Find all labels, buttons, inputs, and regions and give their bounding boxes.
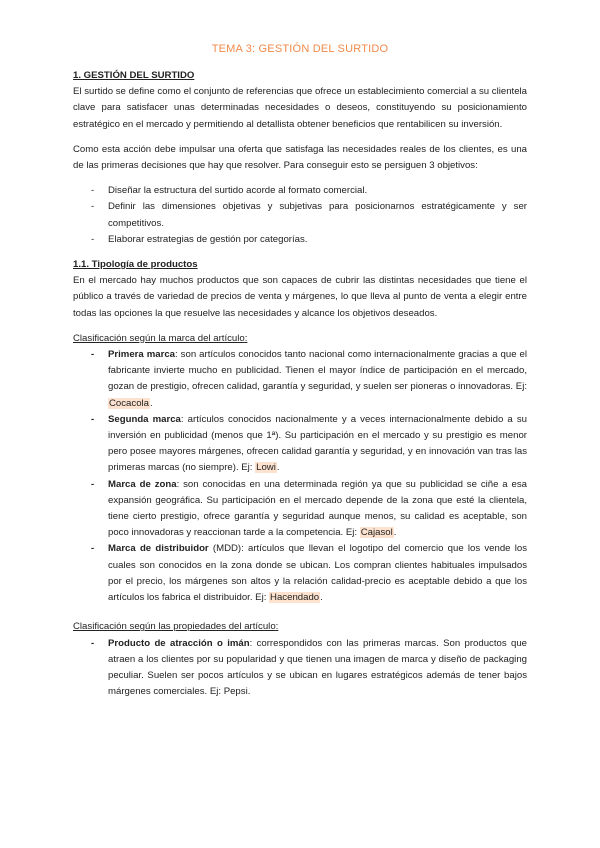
highlighted-example: Lowi bbox=[256, 462, 276, 474]
dash-bullet: - bbox=[91, 637, 95, 649]
dash-bullet: - bbox=[91, 478, 95, 490]
brand-classification-list bbox=[73, 347, 527, 606]
paragraph: El surtido se define como el conjunto de referencias que ofrece un establecimiento comercial a su clientela clave para satisfacer unas determinadas necesidades o deseos, constituyendo su posicionamiento estratégico en el mercado y permitiendo al detallista obtener beneficios que rentabilicen su inversión. bbox=[73, 86, 527, 130]
dash-bullet: - bbox=[91, 543, 95, 555]
list-item: - Definir las dimensiones objetivas y subjetivas para posicionarnos estratégicamente y ser competitivos. bbox=[91, 201, 527, 229]
properties-classification-list bbox=[73, 636, 527, 701]
term: Segunda marca bbox=[108, 413, 181, 425]
list-item: - Primera marca: son artículos conocidos tanto nacional como internacionalmente gracias a que el fabricante invierte mucho en publicidad. Tienen el mayor índice de participación en el mercado, gozan de prestigio, ofrecen calidad, garantía y seguridad, y suelen ser pioneras o innovadoras. Ej: Cocacola. bbox=[91, 349, 528, 409]
document-body bbox=[73, 68, 527, 709]
paragraph: Como esta acción debe impulsar una oferta que satisfaga las necesidades reales de los clientes, es una de las primeras decisiones que hay que resolver. Para conseguir esto se persiguen 3 objetivos: bbox=[73, 143, 527, 172]
dash-bullet: - bbox=[91, 349, 95, 361]
list-item: - Marca de zona: son conocidas en una determinada región ya que su publicidad se ciñe a esa expansión geográfica. Su participación en el mercado depende de la zona que esté la clientela, tiene cierto prestigio, ofrece garantía y seguridad aunque menos, su calidad es aceptable, son poco innovadoras y reaccionan tarde a la competencia. Ej: Cajasol. bbox=[91, 478, 527, 539]
section-heading: 1. GESTIÓN DEL SURTIDO bbox=[73, 70, 195, 81]
objectives-list bbox=[73, 183, 527, 248]
dash-bullet: - bbox=[91, 201, 95, 213]
highlighted-example: Hacendado bbox=[270, 592, 320, 604]
classification-heading: Clasificación según las propiedades del artículo: bbox=[73, 621, 279, 633]
dash-bullet: - bbox=[91, 233, 95, 245]
document-title: TEMA 3: GESTIÓN DEL SURTIDO bbox=[211, 43, 389, 55]
term: Marca de zona bbox=[108, 478, 177, 490]
highlighted-example: Cajasol bbox=[360, 527, 393, 539]
term: Producto de atracción o imán bbox=[108, 637, 250, 649]
list-item: - Marca de distribuidor (MDD): artículos que llevan el logotipo del comercio que los vende los cuales son conocidos en la zona donde se ubican. Los compran clientes habituales impulsados por el precio, los márgenes son altos y la relación calidad-precio es aceptable debido a que los artículos los fabrica el distribuidor. Ej: Hacendado. bbox=[91, 543, 527, 604]
list-item: - Elaborar estrategias de gestión por categorías. bbox=[73, 232, 527, 248]
subsection-heading: 1.1. Tipología de productos bbox=[73, 259, 198, 271]
list-item: - Producto de atracción o imán: correspondidos con las primeras marcas. Son productos que atraen a los clientes por su popularidad y que tienen una imagen de marca y diseño de packaging peculiar. Suelen ser pocos artículos y se ubican en lugares estratégicos además de tener bajos márgenes comerciales. Ej: Pepsi. bbox=[91, 637, 527, 698]
highlighted-example: Cocacola bbox=[109, 397, 149, 409]
dash-bullet: - bbox=[91, 413, 95, 425]
term: Primera marca bbox=[108, 349, 176, 361]
list-item: - Segunda marca: artículos conocidos nacionalmente y a veces internacionalmente debido a su inversión en publicidad (menos que 1ª). Su participación en el mercado y su prestigio es menor pero posee mayores márgenes, ofrecen calidad garantía y seguridad, y en innovación van tras las primeras marcas (no siempre). Ej: Lowi. bbox=[91, 413, 527, 474]
term: Marca de distribuidor bbox=[108, 543, 209, 555]
paragraph: En el mercado hay muchos productos que son capaces de cubrir las distintas necesidades que tiene el público a través de variedad de precios de venta y márgenes, lo que lleva al punto de venta a elegir entre todas las opciones la que resuelve las necesidades y alcance los objetivos deseados. bbox=[73, 275, 527, 319]
dash-bullet: - bbox=[91, 185, 95, 197]
classification-heading: Clasificación según la marca del artículo: bbox=[73, 332, 248, 344]
list-item: - Diseñar la estructura del surtido acorde al formato comercial. bbox=[73, 183, 527, 199]
